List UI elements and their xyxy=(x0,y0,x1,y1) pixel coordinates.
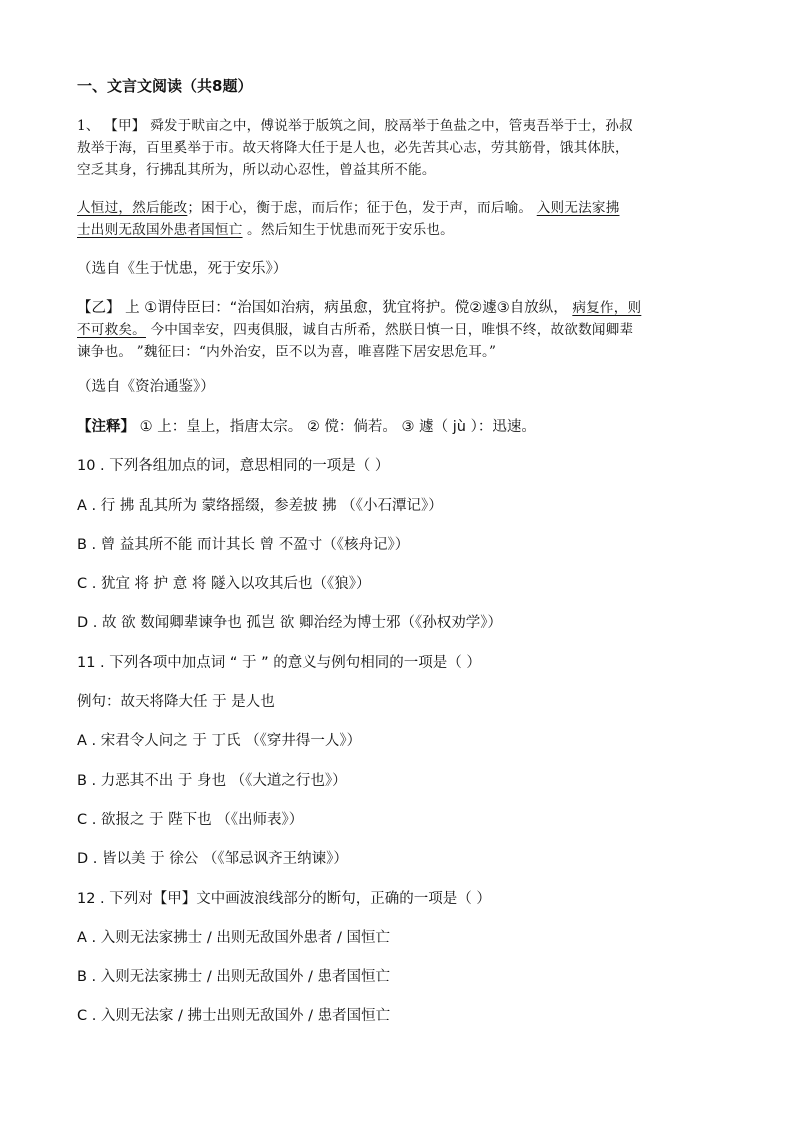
question-10-option-d: D . 故 欲 数闻卿辈谏争也 孤岂 欲 卿治经为博士邪（《孙权劝学》） xyxy=(77,615,503,631)
underlined-sentence-2-start: 病复作，则 xyxy=(572,300,642,316)
passage-jia-line-2: 敖举于海，百里奚举于市。故天将降大任于是人也，必先苦其心志，劳其筋骨，饿其体肤， xyxy=(77,140,629,156)
passage-yi-line-1-head: 【乙】 上 ①谓侍臣曰：“治国如治病，病虽愈，犹宜将护。傥②遽③自放纵， xyxy=(77,300,573,316)
question-11-option-a: A . 宋君令人问之 于 丁氏 （《穿井得一人》） xyxy=(77,733,362,749)
passage-jia-line-1: 1、 【甲】 舜发于畎亩之中，傅说举于版筑之间，胶鬲举于鱼盐之中，管夷吾举于士，孙叔 xyxy=(77,118,633,134)
passage-yi-line-2-rest: 今中国幸安，四夷俱服，诚自古所希，然朕日慎一日，唯惧不终，故欲数闻卿辈 xyxy=(145,322,634,338)
notes-text: ① 上：皇上，指唐太宗。 ② 傥：倘若。 ③ 遽（ jù ）：迅速。 xyxy=(135,419,536,435)
question-10-stem: 10 . 下列各组加点的词，意思相同的一项是（ ） xyxy=(77,458,390,474)
passage-jia-line-4-middle: ；困于心，衡于虑，而后作；征于色，发于声，而后喻。 xyxy=(187,200,537,216)
passage-jia-source: （选自《生于忧患，死于安乐》） xyxy=(77,261,288,277)
underlined-sentence-1: 人恒过，然后能改 xyxy=(77,200,188,216)
underlined-sentence-2-end: 不可救矣。 xyxy=(77,322,146,338)
passage-yi-line-1 xyxy=(77,298,641,318)
passage-yi-line-3: 谏争也。 ”魏征曰：“内外治安，臣不以为喜，唯喜陛下居安思危耳。” xyxy=(77,344,497,360)
section-title: 一、文言文阅读（共8题） xyxy=(77,77,253,95)
question-11-option-b: B . 力恶其不出 于 身也 （《大道之行也》） xyxy=(77,773,347,789)
question-12-stem: 12 . 下列对【甲】文中画波浪线部分的断句，正确的一项是（ ） xyxy=(77,891,491,907)
passage-jia-line-5-rest: 。然后知生于忧患而死于安乐也。 xyxy=(242,222,454,238)
question-12-option-c: C . 入则无法家 / 拂士出则无敌国外 / 患者国恒亡 xyxy=(77,1008,391,1024)
question-10-option-a: A . 行 拂 乱其所为 蒙络摇缀，参差披 拂 （《小石潭记》） xyxy=(77,498,443,514)
question-12-option-a: A . 入则无法家拂士 / 出则无敌国外患者 / 国恒亡 xyxy=(77,930,390,946)
question-11-option-c: C . 欲报之 于 陛下也 （《出师表》） xyxy=(77,812,304,828)
passage-jia-line-3: 空乏其身，行拂乱其所为，所以动心忍性，曾益其所不能。 xyxy=(77,162,436,178)
wavy-underlined-sentence-end: 士出则无敌国外患者国恒亡 xyxy=(77,222,243,238)
passage-yi-source: （选自《资治通鉴》） xyxy=(77,379,215,395)
passage-yi-line-2 xyxy=(77,320,633,340)
question-10-option-b: B . 曾 益其所不能 而计其长 曾 不盈寸（《核舟记》） xyxy=(77,537,410,553)
question-11-option-d: D . 皆以美 于 徐公 （《邹忌讽齐王纳谏》） xyxy=(77,851,348,867)
wavy-underlined-sentence-start: 入则无法家拂 xyxy=(536,200,620,216)
question-10-option-c: C . 犹宜 将 护 意 将 隧入以攻其后也（《狼》） xyxy=(77,576,371,592)
passage-jia-line-5 xyxy=(77,220,454,240)
question-11-example: 例句：故天将降大任 于 是人也 xyxy=(77,694,275,710)
notes xyxy=(77,417,536,437)
passage-jia-line-4 xyxy=(77,198,620,218)
notes-label: 【注释】 xyxy=(77,419,135,435)
question-11-stem: 11 . 下列各项中加点词 “ 于 ” 的意义与例句相同的一项是（ ） xyxy=(77,655,481,671)
question-12-option-b: B . 入则无法家拂士 / 出则无敌国外 / 患者国恒亡 xyxy=(77,969,390,985)
